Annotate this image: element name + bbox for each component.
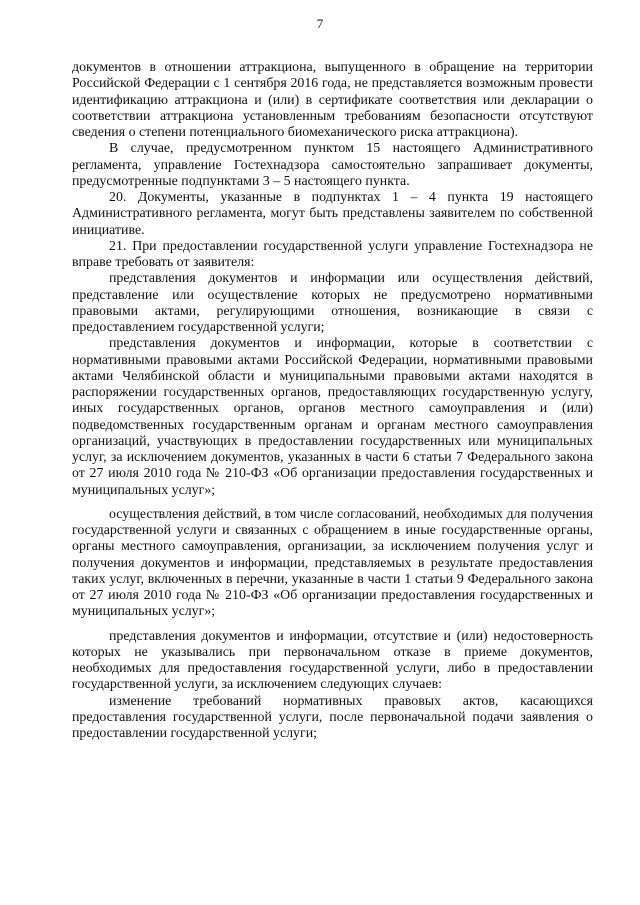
page-number: 7 [316,16,324,31]
paragraph-item-21: 21. При предоставлении государственной услуги управление Гостехнадзора не вправе требовать от заявителя: [72,238,593,270]
paragraph-exception-law-change: изменение требований нормативных правовых актов, касающихся предоставления государственной услуги, после первоначальной подачи заявления о предоставлении государственной услуги; [72,693,593,741]
paragraph-requirement-missing-info: представления документов и информации, отсутствие и (или) недостоверность которых не указывались при первоначальном отказе в приеме документов, необходимых для предоставления государственной услуги, либо в предоставлении государственной услуги, за исключением следующих случаев: [72,628,593,693]
paragraph-item-20: 20. Документы, указанные в подпунктах 1 – 4 пункта 19 настоящего Административного регламента, могут быть представлены заявителем по собственной инициативе. [72,190,593,238]
paragraph-case-clause-15: В случае, предусмотренном пунктом 15 настоящего Административного регламента, управление Гостехнадзора самостоятельно запрашивает документы, предусмотренные подпунктами 3 – 5 настоящего пункта. [72,141,593,189]
paragraph-continuation: документов в отношении аттракциона, выпущенного в обращение на территории Российской Федерации с 1 сентября 2016 года, не представляется возможным провести идентификацию аттракциона и (или) в сертификате соответствия или декларации о соответствии аттракциона установленным требованиям безопасности отсутствуют сведения о степени потенциального биомеханического риска аттракциона). [72,60,593,140]
paragraph-requirement-approvals: осуществления действий, в том числе согласований, необходимых для получения государственной услуги и связанных с обращением в иные государственные органы, органы местного самоуправления, организации, за исключением получения услуг и получения документов и информации, представляемых в результате предоставления таких услуг, включенных в перечни, указанные в части 1 статьи 9 Федерального закона от 27 июля 2010 года № 210-ФЗ «Об организации предоставления государственных и муниципальных услуг»; [72,506,593,620]
paragraph-requirement-actions: представления документов и информации или осуществления действий, представление или осуществление которых не предусмотрено нормативными правовыми актами, регулирующими отношения, возникающие в связи с предоставлением государственной услуги; [72,271,593,335]
paragraph-requirement-documents: представления документов и информации, которые в соответствии с нормативными правовыми актами Российской Федерации, нормативными правовыми актами Челябинской области и муниципальными правовыми актами находятся в распоряжении государственных органов, предоставляющих государственную услугу, иных государственных органов, органов местного самоуправления и (или) подведомственных государственным органам и органам местного самоуправления организаций, участвующих в предоставлении государственных или муниципальных услуг, за исключением документов, указанных в части 6 статьи 7 Федерального закона от 27 июля 2010 года № 210-ФЗ «Об организации предоставления государственных и муниципальных услуг»; [72,336,593,498]
document-body [72,60,593,742]
